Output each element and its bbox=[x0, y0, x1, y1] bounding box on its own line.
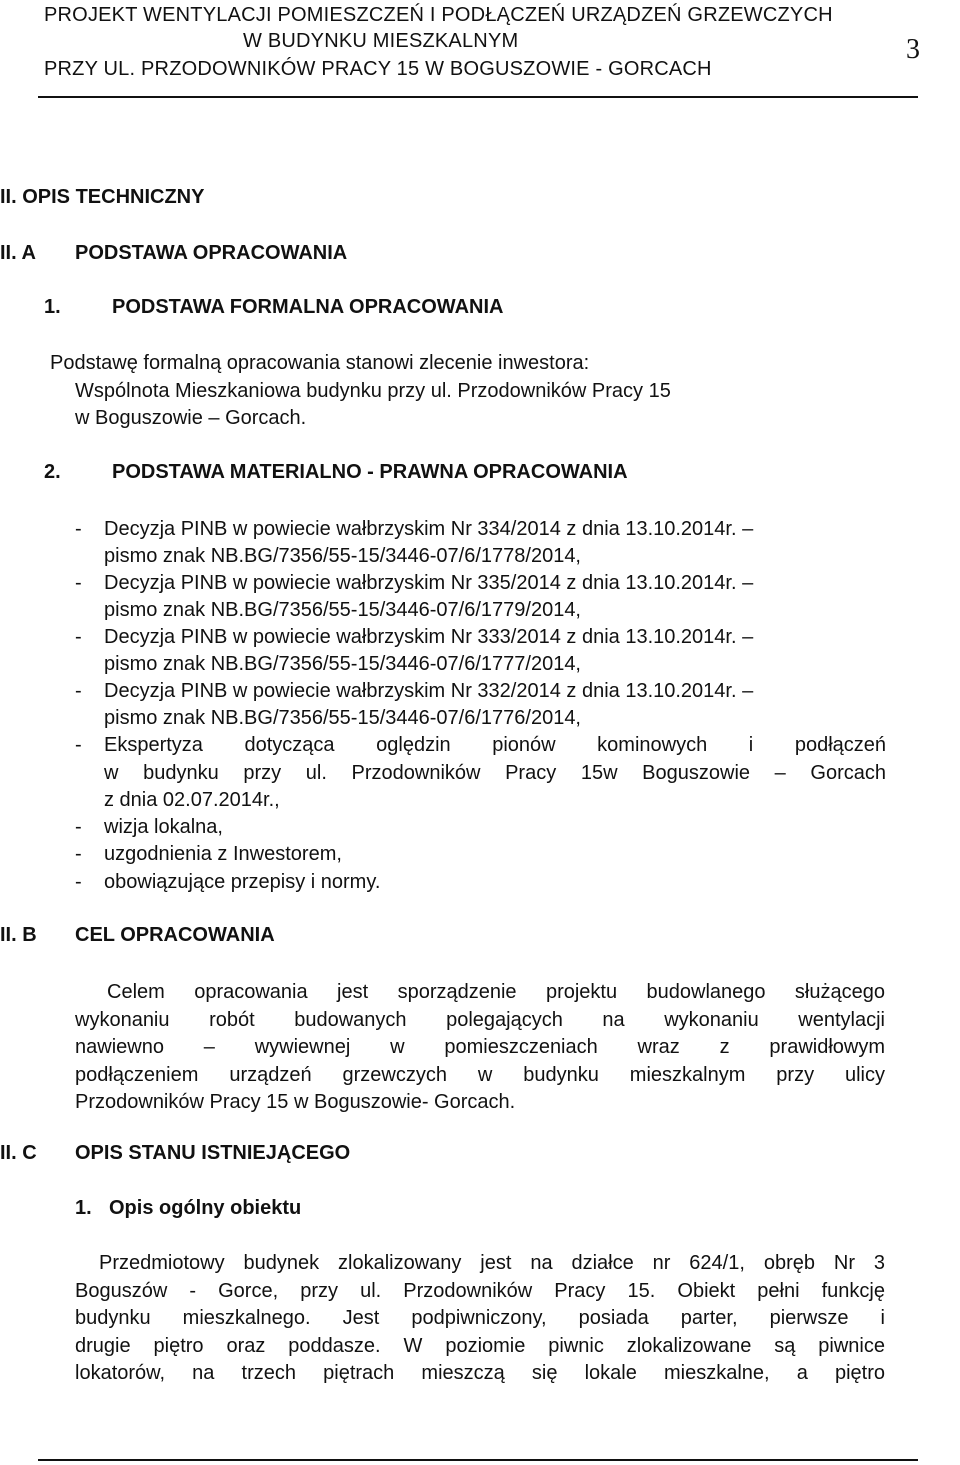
list-item-continuation: pismo znak NB.BG/7356/55-15/3446-07/6/1776/2014, bbox=[104, 707, 581, 729]
list-item: Decyzja PINB w powiecie wałbrzyskim Nr 335/2014 z dnia 13.10.2014r. – bbox=[104, 572, 754, 594]
section-c-sub-number: 1. bbox=[75, 1197, 92, 1219]
sub1-line-1: Podstawę formalną opracowania stanowi zlecenie inwestora: bbox=[50, 352, 590, 374]
section-a-title: PODSTAWA OPRACOWANIA bbox=[75, 242, 348, 264]
section-title-main: II. OPIS TECHNICZNY bbox=[0, 186, 205, 208]
list-item: wizja lokalna, bbox=[104, 816, 223, 838]
paragraph-line: Przodowników Pracy 15 w Boguszowie- Gorcach. bbox=[75, 1091, 516, 1113]
section-a-label: II. A bbox=[0, 242, 36, 264]
list-dash: - bbox=[75, 843, 82, 865]
sub2-title: PODSTAWA MATERIALNO - PRAWNA OPRACOWANIA bbox=[112, 461, 628, 483]
page-number: 3 bbox=[906, 34, 920, 65]
section-b-label: II. B bbox=[0, 924, 37, 946]
header-line-2: W BUDYNKU MIESZKALNYM bbox=[243, 30, 519, 52]
list-item-continuation: pismo znak NB.BG/7356/55-15/3446-07/6/1778/2014, bbox=[104, 545, 581, 567]
expertise-line-1: Ekspertyza dotycząca oględzin pionów kominowych i podłączeń bbox=[104, 734, 886, 756]
sub1-number: 1. bbox=[44, 296, 61, 318]
list-dash: - bbox=[75, 680, 82, 702]
list-item: uzgodnienia z Inwestorem, bbox=[104, 843, 342, 865]
paragraph-line: wykonaniu robót budowanych polegających na wykonaniu wentylacji bbox=[75, 1008, 885, 1031]
list-dash: - bbox=[75, 572, 82, 594]
list-item-continuation: pismo znak NB.BG/7356/55-15/3446-07/6/1777/2014, bbox=[104, 653, 581, 675]
section-c-title: OPIS STANU ISTNIEJĄCEGO bbox=[75, 1142, 351, 1164]
paragraph-line: Przedmiotowy budynek zlokalizowany jest na działce nr 624/1, obręb Nr 3 bbox=[99, 1252, 885, 1274]
header-line-1: PROJEKT WENTYLACJI POMIESZCZEŃ I PODŁĄCZEŃ URZĄDZEŃ GRZEWCZYCH bbox=[44, 4, 833, 26]
list-item: obowiązujące przepisy i normy. bbox=[104, 871, 381, 893]
list-dash: - bbox=[75, 816, 82, 838]
section-c-sub-title: Opis ogólny obiektu bbox=[109, 1197, 302, 1219]
section-c-paragraph bbox=[75, 1250, 885, 1388]
list-dash: - bbox=[75, 626, 82, 648]
list-item: Decyzja PINB w powiecie wałbrzyskim Nr 334/2014 z dnia 13.10.2014r. – bbox=[104, 518, 754, 540]
sub1-title: PODSTAWA FORMALNA OPRACOWANIA bbox=[112, 296, 504, 318]
paragraph-line: nawiewno – wywiewnej w pomieszczeniach wraz z prawidłowym bbox=[75, 1036, 885, 1058]
paragraph-line: budynku mieszkalnego. Jest podpiwniczony, posiada parter, pierwsze i bbox=[75, 1307, 885, 1329]
section-b-paragraph bbox=[75, 979, 885, 1117]
paragraph-line: drugie piętro oraz poddasze. W poziomie piwnic zlokalizowane są piwnice bbox=[75, 1334, 885, 1357]
header-line-3: PRZY UL. PRZODOWNIKÓW PRACY 15 W BOGUSZOWIE - GORCACH bbox=[44, 58, 712, 80]
paragraph-line: podłączeniem urządzeń grzewczych w budynku mieszkalnym przy ulicy bbox=[75, 1063, 885, 1086]
section-b-title: CEL OPRACOWANIA bbox=[75, 924, 275, 946]
paragraph-line: Boguszów - Gorce, przy ul. Przodowników Pracy 15. Obiekt pełni funkcję bbox=[75, 1279, 885, 1302]
sub1-line-3: w Boguszowie – Gorcach. bbox=[75, 407, 307, 429]
list-item: Decyzja PINB w powiecie wałbrzyskim Nr 332/2014 z dnia 13.10.2014r. – bbox=[104, 680, 754, 702]
list-item-continuation: pismo znak NB.BG/7356/55-15/3446-07/6/1779/2014, bbox=[104, 599, 581, 621]
list-dash: - bbox=[75, 734, 82, 756]
expertise-line-3: z dnia 02.07.2014r., bbox=[104, 789, 280, 811]
paragraph-line: Celem opracowania jest sporządzenie projektu budowlanego służącego bbox=[107, 981, 885, 1003]
list-dash: - bbox=[75, 518, 82, 540]
expertise-line-2: w budynku przy ul. Przodowników Pracy 15w Boguszowie – Gorcach bbox=[104, 761, 886, 784]
footer-rule bbox=[38, 1459, 918, 1461]
list-dash: - bbox=[75, 871, 82, 893]
list-item-expertise bbox=[104, 732, 886, 815]
section-c-label: II. C bbox=[0, 1142, 37, 1164]
sub2-number: 2. bbox=[44, 461, 61, 483]
sub1-line-2: Wspólnota Mieszkaniowa budynku przy ul. Przodowników Pracy 15 bbox=[75, 380, 671, 402]
header-rule bbox=[38, 96, 918, 98]
list-item: Decyzja PINB w powiecie wałbrzyskim Nr 333/2014 z dnia 13.10.2014r. – bbox=[104, 626, 754, 648]
paragraph-line: lokatorów, na trzech piętrach mieszczą się lokale mieszkalne, a piętro bbox=[75, 1362, 885, 1384]
